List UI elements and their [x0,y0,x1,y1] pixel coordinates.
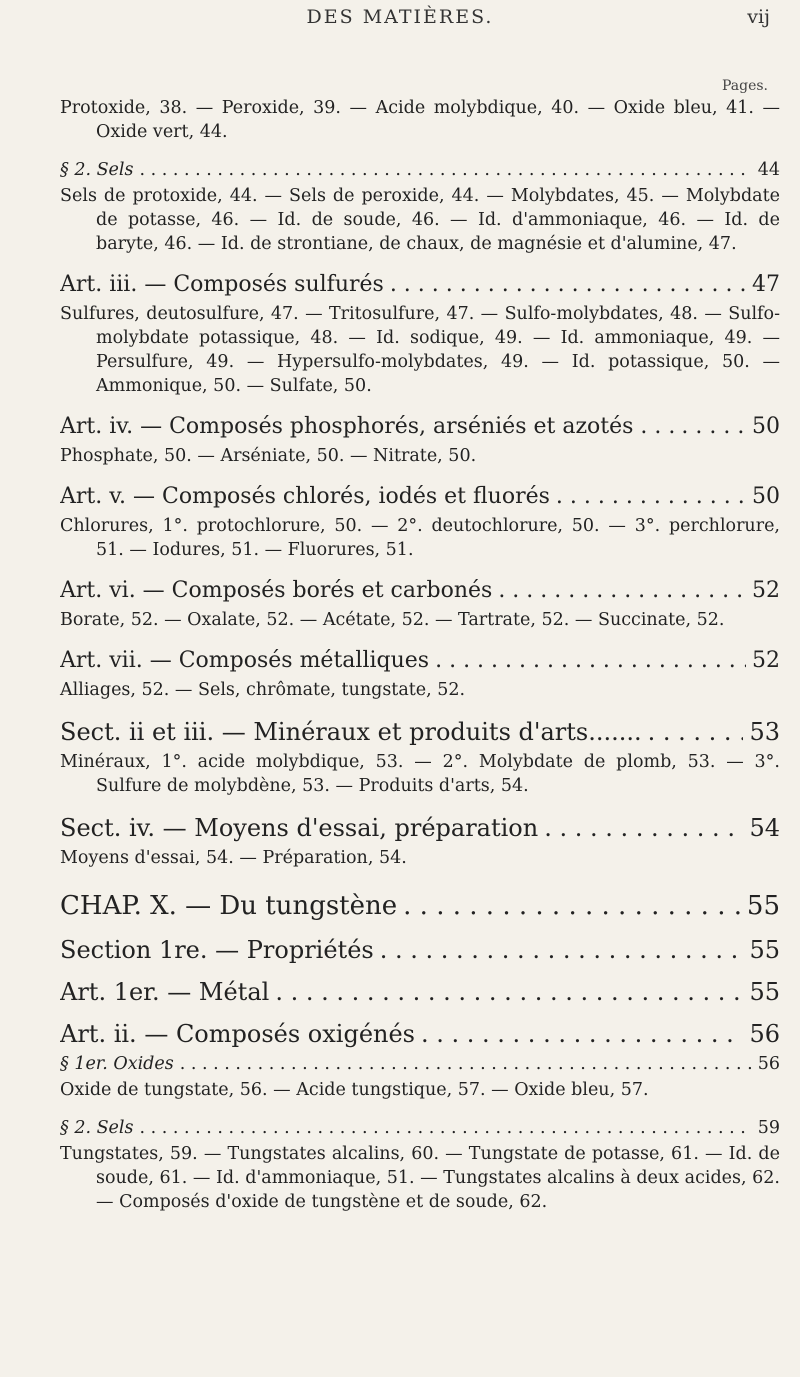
toc-heading-sels-2 [60,1116,780,1140]
toc-title: CHAP. X. — Du tungstène [60,891,398,921]
page-number: 44 [757,160,780,180]
toc-entry-text: Sels de protoxide, 44. — Sels de peroxide, 44. — Molybdates, 45. — Molybdate de potasse, 46. — Id. de soude, 46. — Id. d'ammoniaque, 46. — Id. de baryte, 46. — Id. de strontiane, de chaux, de magnésie et d'alumine, 47. [60,186,780,254]
dot-leader [648,716,744,748]
dot-leader [544,812,743,844]
toc-title: Sect. ii et iii. — Minéraux et produits d'arts....... [60,718,642,746]
page-number: 56 [757,1054,780,1074]
toc-title: Sect. iv. — Moyens d'essai, préparation [60,814,539,842]
toc-heading-sels [60,158,780,182]
dot-leader [681,412,746,442]
toc-entry-text: Moyens d'essai, 54. — Préparation, 54. [60,848,407,868]
toc-entry-text: Sulfures, deutosulfure, 47. — Tritosulfure, 47. — Sulfo-molybdates, 48. — Sulfo-molybdate potassique, 48. — Id. sodique, 49. — Id. ammoniaque, 49. — Persulfure, 49. — Hypersulfo-molybdates, 49. — Id. potassique, 50. — Ammonique, 50. — Sulfate, 50. [60,304,780,396]
dot-leader [498,576,746,606]
dot-leader [380,934,744,966]
page-number: 55 [749,978,780,1006]
page-number: 47 [752,272,780,297]
toc-heading-art7 [60,646,780,676]
toc-heading-art4 [60,412,780,442]
dot-leader [435,646,746,676]
page-number: 53 [749,718,780,746]
folio-number: vij [747,6,770,28]
toc-title: Art. vi. — Composés borés et carbonés [60,578,493,603]
toc-heading-art1 [60,976,780,1008]
running-head: DES MATIÈRES. [306,6,494,28]
toc-title: Art. iii. — Composés sulfurés [60,272,384,297]
toc-heading-chapter-x [60,888,780,924]
toc-title: § 2. Sels [60,160,134,180]
toc-entry-text: Tungstates, 59. — Tungstates alcalins, 60. — Tungstate de potasse, 61. — Id. de soude, 61. — Id. d'ammoniaque, 51. — Tungstates alcalins à deux acides, 62. — Composés d'oxide de tungstène et de soude, 62. [60,1144,780,1212]
dot-leader [275,976,743,1008]
toc-heading-art5 [60,482,780,512]
page-number: 54 [749,814,780,842]
dot-leader [180,1052,752,1076]
toc-title: Art. 1er. — Métal [60,978,270,1006]
page-number: 59 [757,1118,780,1138]
toc-entry-text: Protoxide, 38. — Peroxide, 39. — Acide molybdique, 40. — Oxide bleu, 41. — Oxide vert, 44. [60,98,780,142]
toc-entry-text: Borate, 52. — Oxalate, 52. — Acétate, 52. — Tartrate, 52. — Succinate, 52. [60,610,725,630]
page-number: 52 [752,578,780,603]
toc-heading-art3 [60,270,780,300]
toc-heading-section1 [60,934,780,966]
toc-heading-art2 [60,1018,780,1050]
toc-entry-text: Alliages, 52. — Sels, chrômate, tungstate, 52. [60,680,466,700]
page-number: 50 [752,414,780,439]
toc-heading-art6 [60,576,780,606]
page-number: 50 [752,484,780,509]
toc-heading-sect2-3 [60,716,780,748]
toc-title: § 2. Sels [60,1118,134,1138]
page-number: 55 [749,936,780,964]
page-header [0,0,800,40]
toc-entry-text: Chlorures, 1°. protochlorure, 50. — 2°. deutochlorure, 50. — 3°. perchlorure, 51. — Iodures, 51. — Fluorures, 51. [60,516,780,560]
pages-column-label: Pages. [721,78,768,94]
toc-title: Art. ii. — Composés oxigénés [60,1020,415,1048]
dot-leader [140,158,752,182]
toc-heading-sect4 [60,812,780,844]
toc-title: Art. iv. — Composés phosphorés, arséniés et azotés . . . [60,414,676,439]
page-number: 56 [749,1020,780,1048]
page-number: 52 [752,648,780,673]
toc-heading-oxides [60,1052,780,1076]
page-number: 55 [746,891,780,921]
toc-entry-text: Minéraux, 1°. acide molybdique, 53. — 2°. Molybdate de plomb, 53. — 3°. Sulfure de molybdène, 53. — Produits d'arts, 54. [60,752,780,796]
toc-title: Section 1re. — Propriétés [60,936,374,964]
toc-title: Art. v. — Composés chlorés, iodés et fluorés [60,484,550,509]
toc-title: Art. vii. — Composés métalliques [60,648,430,673]
dot-leader [140,1116,752,1140]
toc-title: § 1er. Oxides [60,1054,174,1074]
toc-entry-text: Oxide de tungstate, 56. — Acide tungstique, 57. — Oxide bleu, 57. [60,1080,649,1100]
dot-leader [556,482,746,512]
dot-leader [403,888,741,924]
dot-leader [421,1018,743,1050]
table-of-contents [60,96,780,1228]
toc-entry-text: Phosphate, 50. — Arséniate, 50. — Nitrate, 50. [60,446,477,466]
dot-leader [390,270,746,300]
